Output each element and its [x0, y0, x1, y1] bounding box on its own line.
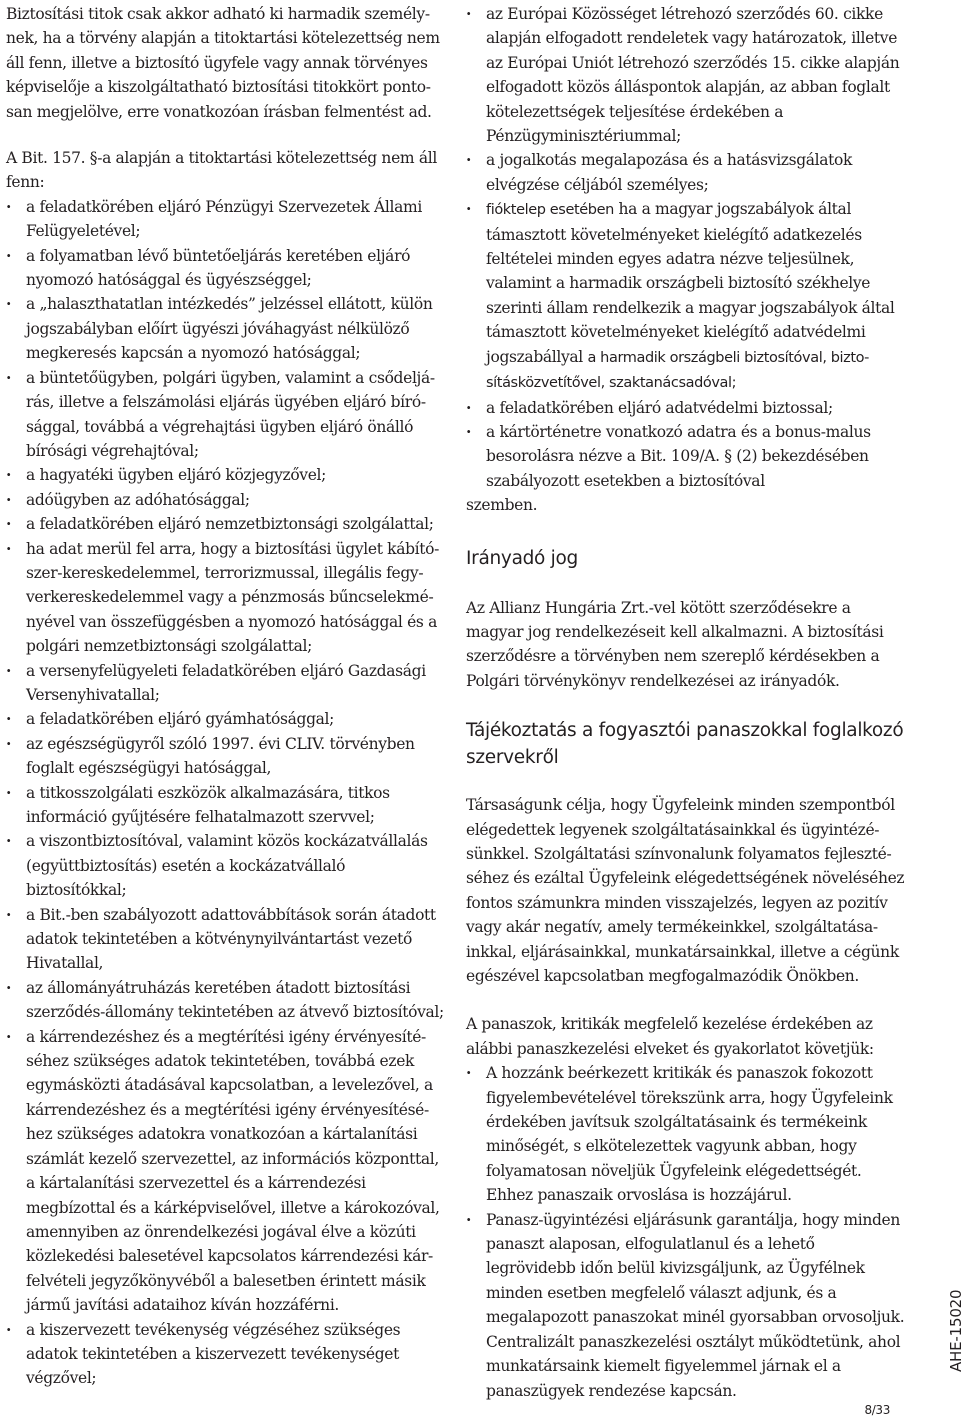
list-item: · a „halaszthatatlan intézkedés” jelzéssel ellátott, külön jogszabályban előírt ügyészi jóváhagyást nélkülöző megkeresés kapcsán a nyomozó hatósággal; [6, 292, 446, 365]
branch-body: ha a magyar jogszabályok által támasztott követelményeket kielégítő adatkezelés feltételei minden egyes adatra nézve teljesülnek, valamint a harmadik országbeli biztosító székhelye szerinti állam rendelkezik a magyar jogszabályok által támasztott követelményeket kielégítő adatvédelmi jogszabállyal [486, 200, 895, 366]
list-item: · a viszontbiztosítóval, valamint közös kockázatvállalás (együttbiztosítás) esetén a kockázatvállaló biztosítókkal; [6, 829, 446, 902]
intro-paragraph: Biztosítási titok csak akkor adható ki harmadik személynek, ha a törvény alapján a titoktartási kötelezettség nem áll fenn, illetve a biztosító ügyfele vagy annak törvényes képviselője a kiszolgáltatható biztosítási titokkört pontosan megjelölve, erre vonatkozóan írásban felmentést ad. [6, 5, 440, 121]
list-item: · az állományátruházás keretében átadott biztosítási szerződés-állomány tekintetében az átvevő biztosítóval; [6, 976, 446, 1025]
list-closing-text: szemben. [466, 496, 538, 515]
right-column [466, 0, 906, 1403]
list-item: · a feladatkörében eljáró gyámhatósággal; [6, 707, 446, 731]
complaints-principles-lead: A panaszok, kritikák megfelelő kezelése érdekében az alábbi panaszkezelési elveket és gyakorlatot követjük: [466, 1015, 874, 1058]
list-item: · a Bit.-ben szabályozott adattovábbítások során átadott adatok tekintetében a kötvénynyilvántartást vezető Hivatallal, [6, 903, 446, 976]
list-item: · a kártörténetre vonatkozó adatra és a bonus-malus besorolásra nézve a Bit. 109/A. § (2) bekezdésében szabályozott esetekben a biztosítóval [466, 420, 906, 493]
branch-tail: a harmadik országbeli biztosítóval, biztosításközvetítővel, szaktanácsadóval; [486, 349, 870, 392]
list-item: · a jogalkotás megalapozása és a hatásvizsgálatok elvégzése céljából személyes; [466, 148, 906, 197]
branch-lead: fióktelep esetében [486, 202, 614, 219]
list-item: · a titkosszolgálati eszközök alkalmazására, titkos információ gyűjtésére felhatalmazott szervvel; [6, 781, 446, 830]
list-item: · a kárrendezéshez és a megtérítési igény érvényesítéséhez szükséges adatok tekintetében, továbbá ezek egymásközti átadásával kapcsolatban, a levelezővel, a kárrendezéshez és a megtérítési igény érvényesítéséhez szükséges adatokra vonatkozóan a kártalanítási számlát kezelő szervezettel, az információs központtal, a kártalanítási szervezettel és a kárrendezési megbízottal és a kárképviselővel, illetve a károkozóval, amennyiben az önrendelkezési jogával élve a közúti közlekedési balesetével kapcsolatos kárrendezési kárfelvételi jegyzőkönyvéből a balesetben érintett másik jármű javítási adataihoz kíván hozzáférni. [6, 1025, 446, 1318]
list-item: · adóügyben az adóhatósággal; [6, 488, 446, 512]
left-column [6, 0, 446, 1391]
governing-law-paragraph: Az Allianz Hungária Zrt.-vel kötött szerződésekre a magyar jog rendelkezéseit kell alkalmazni. A biztosítási szerződésre a törvényben nem szereplő kérdésekben a Polgári törvénykönyv rendelkezései az irányadók. [466, 598, 884, 690]
list-item: · A hozzánk beérkezett kritikák és panaszok fokozott figyelembevételével törekszünk arra, hogy Ügyfeleink érdekében javítsuk szolgáltatásaink és termékeink minőségét, s elkötelezettek vagyunk abban, hogy folyamatosan növeljük Ügyfeleink elégedettségét. Ehhez panaszaik orvoslása is hozzájárul. [466, 1061, 906, 1207]
complaints-principles-list [466, 1061, 906, 1403]
list-item: · a büntetőügyben, polgári ügyben, valamint a csődeljárás, illetve a felszámolási eljárás ügyében eljáró bírósággal, továbbá a végrehajtási ügyben eljáró önálló bírósági végrehajtóval; [6, 366, 446, 464]
list-item: · a feladatkörében eljáró nemzetbiztonsági szolgálattal; [6, 512, 446, 536]
list-item: · az Európai Közösséget létrehozó szerződés 60. cikke alapján elfogadott rendeletek vagy határozatok, illetve az Európai Uniót létrehozó szerződés 15. cikke alapján elfogadott közös álláspontok alapján, az abban foglalt kötelezettségek teljesítése érdekében a Pénzügyminisztériummal; [466, 2, 906, 148]
complaints-paragraph: Társaságunk célja, hogy Ügyfeleink minden szempontból elégedettek legyenek szolgáltatásainkkal és ügyintézésünkkel. Szolgáltatási színvonalunk folyamatos fejlesztéséhez és ezáltal Ügyfeleink elégedettségének növeléséhez fontos számunkra minden visszajelzés, legyen az pozitív vagy akár negatív, amely termékeinkkel, szolgáltatásainkkal, eljárásainkkal, munkatársainkkal, illetve a cégünk egészével kapcsolatban megfogalmazódik Önökben. [466, 796, 905, 985]
complaints-heading: Tájékoztatás a fogyasztói panaszokkal foglalkozó szervekről [466, 720, 904, 769]
document-code: AHE-15020 [947, 1289, 965, 1372]
list-item: · Panasz-ügyintézési eljárásunk garantálja, hogy minden panaszt alaposan, elfogulatlanul és a lehető legrövidebb időn belül kivizsgáljunk, az Ügyfélnek minden esetben megfelelő választ adjunk, és a megalapozott panaszokat minél gyorsabban orvosoljuk. Centralizált panaszkezelési osztályt működtetünk, ahol munkatársaink kiemelt figyelemmel járnak el a panaszügyek rendezése kapcsán. [466, 1208, 906, 1403]
exemption-lead: A Bit. 157. §-a alapján a titoktartási kötelezettség nem áll fenn: [6, 149, 437, 192]
list-item-branch [466, 197, 906, 395]
list-item: · a hagyatéki ügyben eljáró közjegyzővel; [6, 463, 446, 487]
page-number: 8/33 [864, 1403, 890, 1417]
list-item: · az egészségügyről szóló 1997. évi CLIV. törvényben foglalt egészségügyi hatósággal, [6, 732, 446, 781]
governing-law-heading: Irányadó jog [466, 547, 578, 569]
list-item: · a folyamatban lévő büntetőeljárás keretében eljáró nyomozó hatósággal és ügyészséggel; [6, 244, 446, 293]
list-item: · a feladatkörében eljáró adatvédelmi biztossal; [466, 396, 906, 420]
list-item: · a feladatkörében eljáró Pénzügyi Szervezetek Állami Felügyeletével; [6, 195, 446, 244]
list-item: · a versenyfelügyeleti feladatkörében eljáró Gazdasági Versenyhivatallal; [6, 659, 446, 708]
exemption-list [6, 195, 446, 1391]
list-item: · ha adat merül fel arra, hogy a biztosítási ügylet kábítószer-kereskedelemmel, terrorizmussal, illegális fegyverkereskedelemmel vagy a pénzmosás bűncselekményével van összefüggésben a nyomozó hatósággal és a polgári nemzetbiztonsági szolgálattal; [6, 537, 446, 659]
list-item: · a kiszervezett tevékenység végzéséhez szükséges adatok tekintetében a kiszervezett tevékenységet végzővel; [6, 1318, 446, 1391]
